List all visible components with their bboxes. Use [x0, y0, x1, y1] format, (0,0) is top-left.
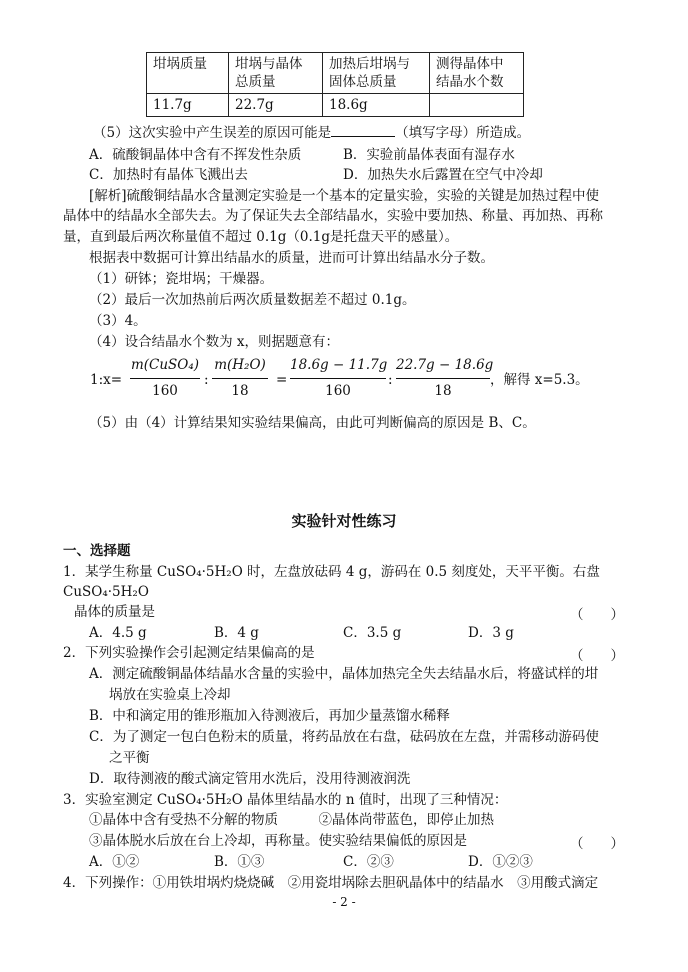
section-heading: 一、选择题 [63, 543, 131, 559]
q3-answer-paren: （ ） [570, 836, 624, 852]
q5-text-before: （5）这次实验中产生误差的原因可能是 [93, 125, 332, 141]
q2-option-a-line-2: 埚放在实验桌上冷却 [109, 687, 231, 703]
formula-colon: : [204, 372, 209, 388]
q5-question [93, 122, 530, 142]
q1-line-3: 晶体的质量是 [74, 604, 155, 620]
answer-4: （4）设合结晶水个数为 x，则据题意有： [89, 334, 339, 350]
q1-option-d: D．3 g [468, 625, 514, 641]
q3-line-3: ③晶体脱水后放在台上冷却，再称量。使实验结果偏低的原因是 [89, 833, 467, 849]
q2-option-d: D．取待测液的酸式滴定管用水洗后，没用待测液润洗 [89, 771, 411, 787]
header-crucible-mass [147, 53, 229, 94]
fraction-bar [212, 378, 268, 379]
formula-fraction-4-denominator: 18 [434, 383, 452, 399]
formula-colon: : [388, 372, 393, 388]
q3-option-a: A．①② [89, 854, 140, 870]
header-text: 总质量 [235, 74, 276, 90]
q1-option-c: C．3.5 g [343, 625, 402, 641]
q3-option-d: D．①②③ [468, 854, 533, 870]
q4-line-1: 4．下列操作：①用铁坩埚灼烧烧碱 ②用瓷坩埚除去胆矾晶体中的结晶水 ③用酸式滴定 [63, 875, 599, 891]
table-cell [430, 94, 524, 117]
header-water-count [430, 53, 524, 94]
fraction-bar [290, 378, 386, 379]
q5-option-b: B．实验前晶体表面有湿存水 [343, 147, 515, 163]
formula-fraction-3-numerator: 18.6g − 11.7g [290, 357, 388, 373]
q3-line-2: ①晶体中含有受热不分解的物质 ②晶体尚带蓝色，即停止加热 [89, 812, 494, 828]
header-text: 加热后坩埚与 [329, 56, 410, 72]
formula-fraction-3-denominator: 160 [325, 383, 351, 399]
formula-fraction-2-numerator: m(H₂O) [214, 357, 266, 373]
q2-option-c-line-1: C．为了测定一包白色粉末的质量，将药品放在右盘，砝码放在左盘，并需移动游码使 [89, 729, 599, 745]
q1-answer-paren: （ ） [570, 607, 624, 623]
q2-answer-paren: （ ） [570, 648, 624, 664]
table-cell: 18.6g [323, 94, 430, 117]
q2-option-a-line-1: A．测定硫酸铜晶体结晶水含量的实验中，晶体加热完全失去结晶水后，将盛试样的坩 [89, 666, 599, 682]
table-row [147, 94, 524, 117]
answer-2: （2）最后一次加热前后两次质量数据差不超过 0.1g。 [89, 292, 416, 308]
header-after-heating-mass [323, 53, 430, 94]
header-crucible-crystal-mass [229, 53, 323, 94]
table-cell: 22.7g [229, 94, 323, 117]
fraction-bar [396, 378, 490, 379]
header-text: 测得晶体中 [436, 56, 504, 72]
q1-line-1: 1．某学生称量 CuSO₄·5H₂O 时，左盘放砝码 4 g，游码在 0.5 刻度处，天平平衡。右盘 [63, 564, 600, 580]
formula-equals: = [276, 372, 288, 388]
analysis-line-2: 晶体中的结晶水全部失去。为了保证失去全部结晶水，实验中要加热、称量、再加热、再称 [63, 208, 603, 224]
data-table [146, 52, 524, 117]
section-title: 实验针对性练习 [291, 512, 397, 530]
formula-fraction-1-numerator: m(CuSO₄) [130, 357, 200, 373]
answer-3: （3）4。 [89, 313, 147, 329]
fraction-bar [130, 378, 200, 379]
q5-option-c: C．加热时有晶体飞溅出去 [89, 167, 248, 183]
formula-fraction-1-denominator: 160 [152, 383, 178, 399]
q1-line-2: CuSO₄·5H₂O [63, 584, 149, 600]
answer-5: （5）由（4）计算结果知实验结果偏高，由此可判断偏高的原因是 B、C。 [89, 415, 536, 431]
formula-fraction-4-numerator: 22.7g − 18.6g [396, 357, 494, 373]
q1-option-b: B．4 g [214, 625, 259, 641]
q2-option-c-line-2: 之平衡 [109, 750, 150, 766]
formula-lhs: 1:x= [90, 372, 123, 388]
table-header-row [147, 53, 524, 94]
analysis-line-4: 根据表中数据可计算出结晶水的质量，进而可计算出结晶水分子数。 [89, 250, 494, 266]
page-number: - 2 - [332, 895, 356, 909]
table-cell: 11.7g [147, 94, 229, 117]
header-text: 固体总质量 [329, 74, 397, 90]
analysis-line-3: 量，直到最后两次称量值不超过 0.1g（0.1g是托盘天平的感量）。 [63, 229, 459, 245]
answer-1: （1）研钵；瓷坩埚；干燥器。 [89, 271, 274, 287]
header-text: 坩埚质量 [153, 56, 207, 72]
q5-option-a: A．硫酸铜晶体中含有不挥发性杂质 [89, 147, 302, 163]
q1-option-a: A．4.5 g [89, 625, 147, 641]
formula-result: ，解得 x=5.3。 [490, 372, 589, 388]
q3-option-c: C．②③ [343, 854, 394, 870]
q2-option-b: B．中和滴定用的锥形瓶加入待测液后，再加少量蒸馏水稀释 [89, 708, 450, 724]
q2-line-1: 2．下列实验操作会引起测定结果偏高的是 [63, 645, 315, 661]
q5-text-after: （填写字母）所造成。 [395, 125, 531, 141]
header-text: 结晶水个数 [436, 74, 504, 90]
q5-option-d: D．加热失水后露置在空气中冷却 [343, 167, 543, 183]
analysis-line-1: [解析]硫酸铜结晶水含量测定实验是一个基本的定量实验，实验的关键是加热过程中使 [89, 188, 600, 204]
formula-fraction-2-denominator: 18 [231, 383, 249, 399]
answer-blank [331, 122, 395, 137]
q3-line-1: 3．实验室测定 CuSO₄·5H₂O 晶体里结晶水的 n 值时，出现了三种情况： [63, 792, 508, 808]
header-text: 坩埚与晶体 [235, 56, 303, 72]
q3-option-b: B．①③ [214, 854, 265, 870]
